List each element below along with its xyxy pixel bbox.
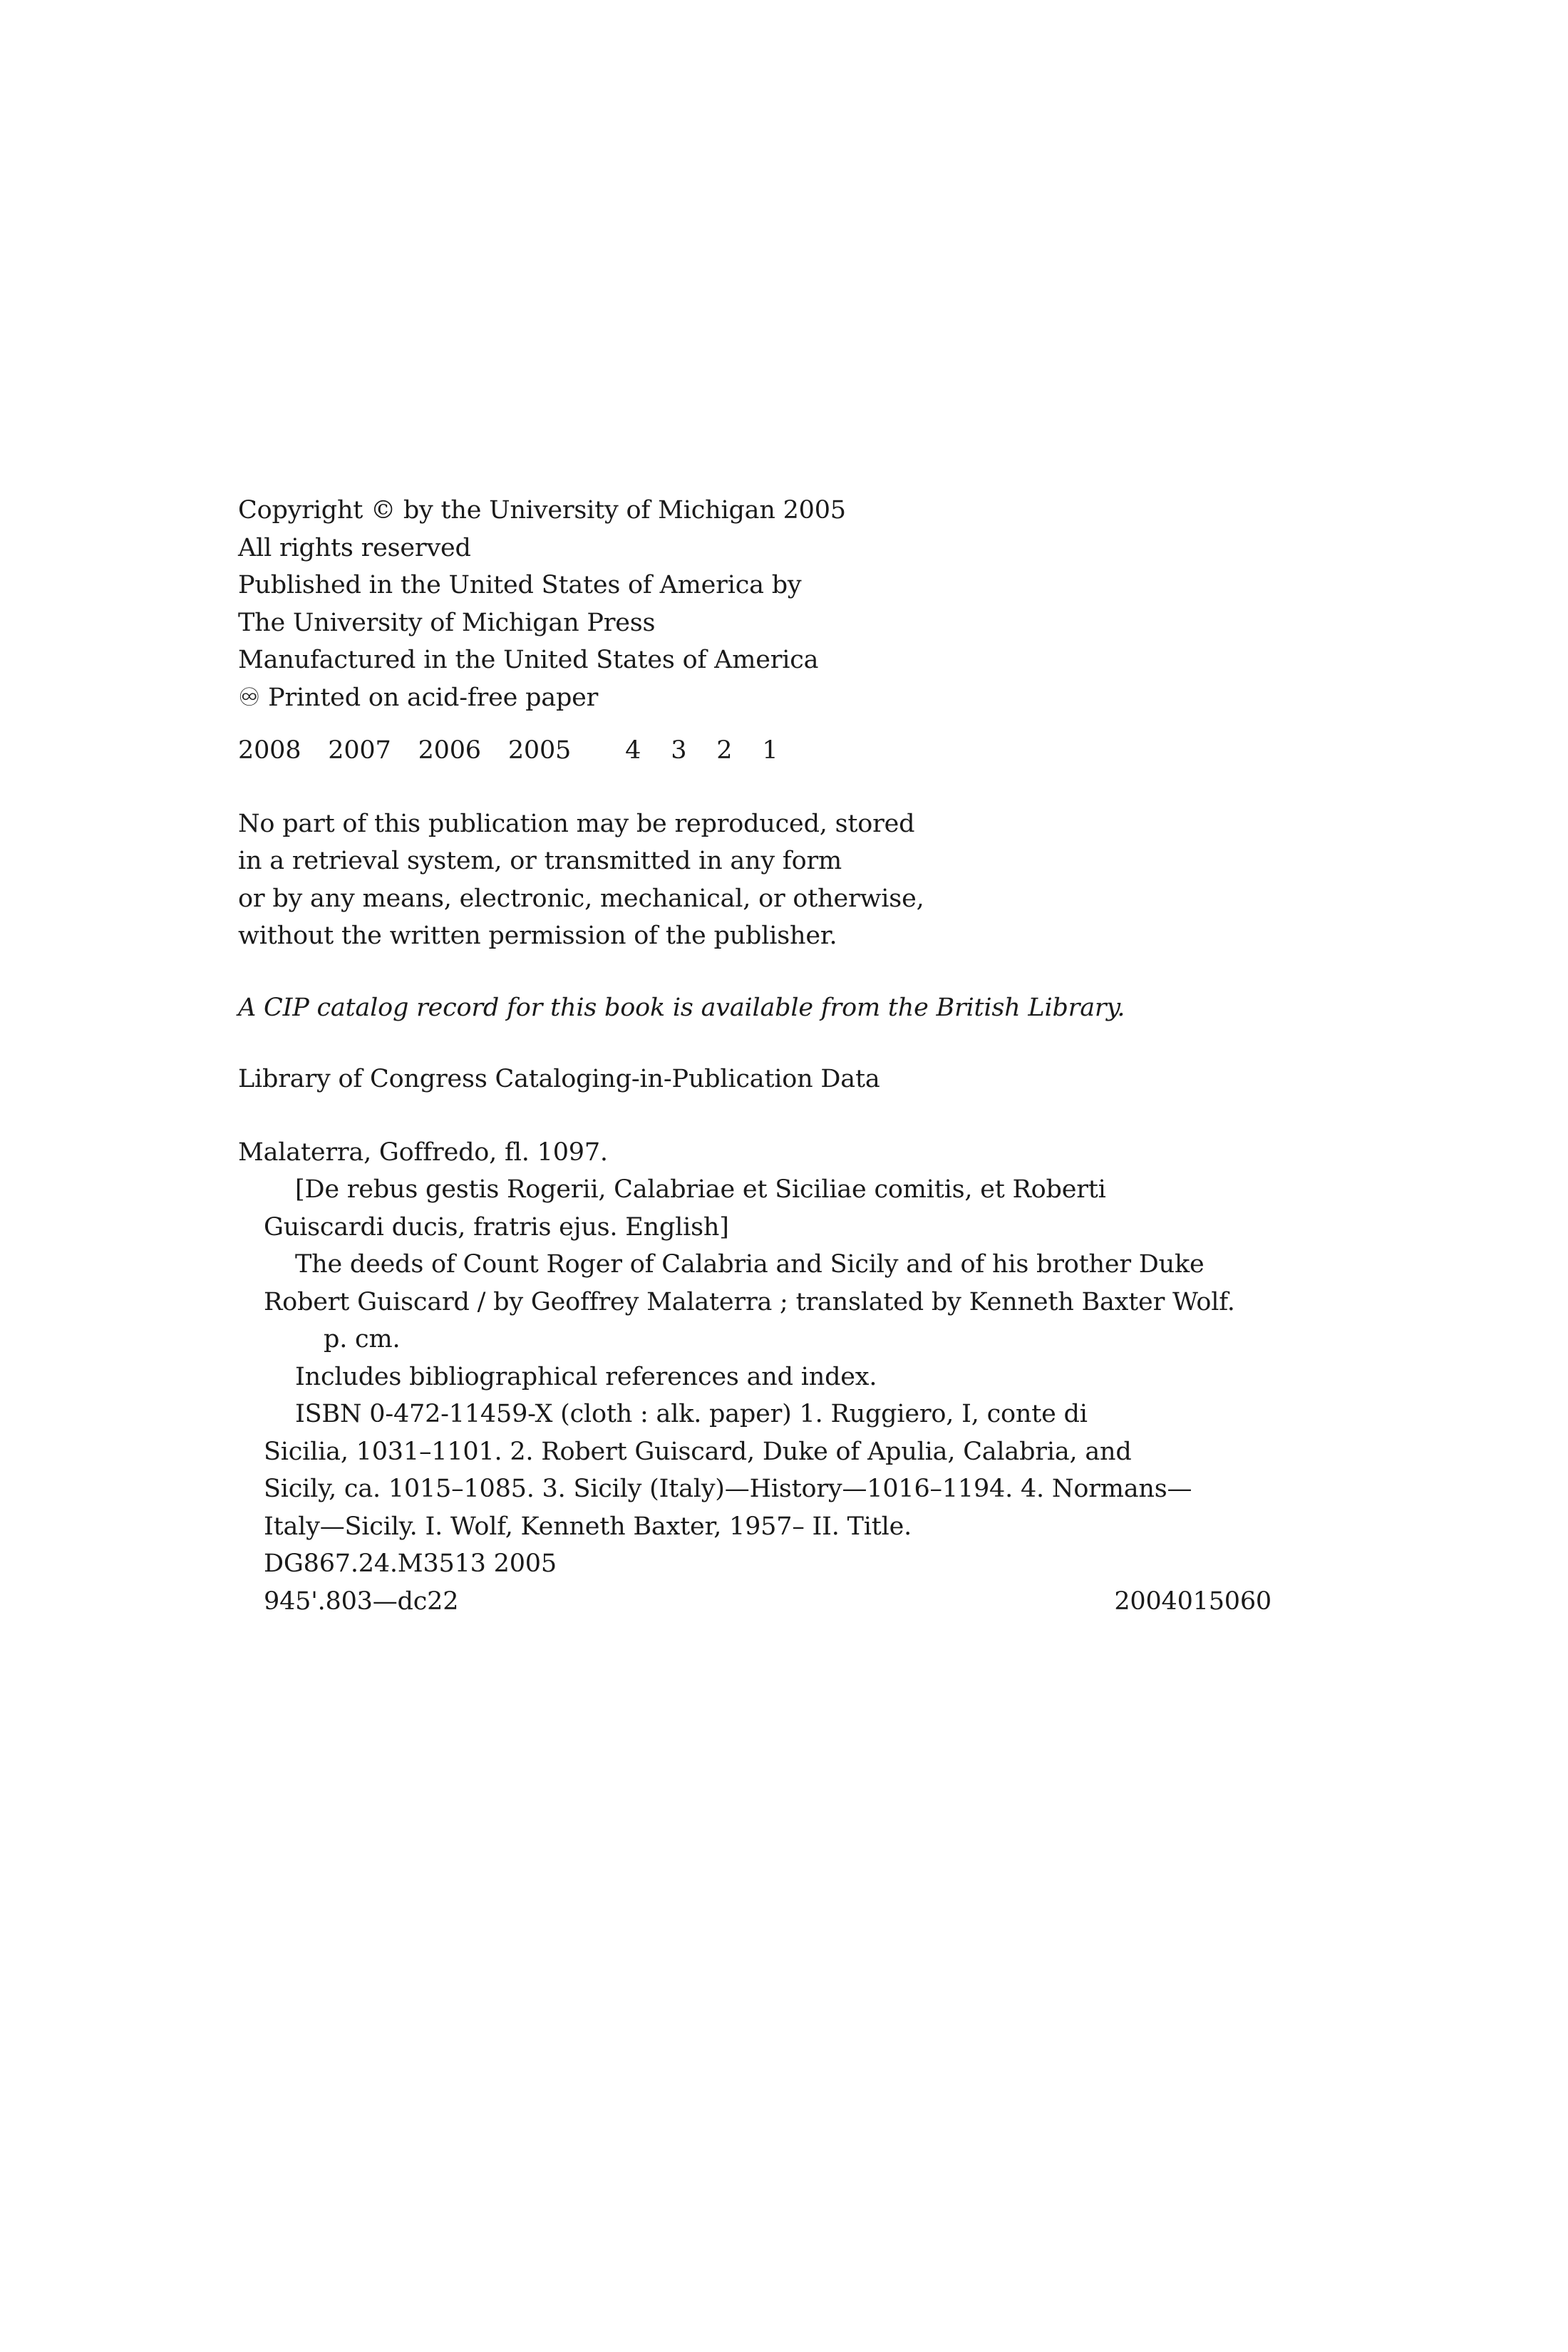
impression-number: 3	[671, 736, 687, 765]
printing-year: 2006	[418, 736, 481, 765]
printing-line	[238, 732, 1272, 770]
impression-number: 2	[716, 736, 733, 765]
rights-block	[238, 805, 1272, 955]
cip-lccn: 2004015060	[1114, 1587, 1272, 1616]
copyright-block	[238, 492, 1272, 716]
cip-isbn: ISBN 0-472-11459-X (cloth : alk. paper) 1. Ruggiero, I, conte di	[295, 1400, 1088, 1428]
published-line: Published in the United States of America by	[238, 571, 802, 599]
printing-gap	[598, 732, 625, 770]
cip-note: A CIP catalog record for this book is available from the British Library.	[238, 993, 1125, 1022]
printing-year: 2008	[238, 736, 301, 765]
manufactured-line: Manufactured in the United States of America	[238, 646, 819, 674]
cip-physical: p. cm.	[324, 1325, 401, 1353]
rights-line: in a retrieval system, or transmitted in any form	[238, 847, 842, 875]
acid-free-line: ♾ Printed on acid-free paper	[238, 683, 599, 712]
cip-uniform-title: [De rebus gestis Rogerii, Calabriae et Siciliae comitis, et Roberti	[295, 1175, 1106, 1204]
cip-subjects: Sicilia, 1031–1101. 2. Robert Guiscard, Duke of Apulia, Calabria, and	[264, 1437, 1132, 1466]
cip-subjects: Sicily, ca. 1015–1085. 3. Sicily (Italy)—History—1016–1194. 4. Normans—	[264, 1475, 1192, 1503]
cip-record	[238, 1134, 1272, 1621]
rights-line: without the written permission of the publisher.	[238, 922, 837, 950]
cip-title: Robert Guiscard / by Geoffrey Malaterra ; translated by Kenneth Baxter Wolf.	[264, 1287, 1235, 1316]
cip-uniform-title: Guiscardi ducis, fratris ejus. English]	[264, 1212, 729, 1242]
loc-heading: Library of Congress Cataloging-in-Publication Data	[238, 1065, 880, 1093]
impression-number: 4	[625, 736, 641, 765]
rights-reserved-line: All rights reserved	[238, 533, 471, 562]
rights-line: or by any means, electronic, mechanical, or otherwise,	[238, 884, 924, 913]
rights-line: No part of this publication may be reproduced, stored	[238, 809, 915, 838]
printing-year: 2005	[507, 736, 572, 765]
copyright-line: Copyright © by the University of Michigan 2005	[238, 496, 846, 525]
cip-notes: Includes bibliographical references and index.	[295, 1362, 877, 1391]
cip-subjects: Italy—Sicily. I. Wolf, Kenneth Baxter, 1957– II. Title.	[264, 1512, 912, 1541]
cip-dewey-row	[238, 1583, 1272, 1621]
printing-year: 2007	[328, 736, 391, 765]
cip-lc-class: DG867.24.M3513 2005	[264, 1549, 557, 1578]
cip-author: Malaterra, Goffredo, fl. 1097.	[238, 1138, 608, 1167]
publisher-line: The University of Michigan Press	[238, 608, 656, 637]
impression-number: 1	[762, 736, 778, 765]
copyright-page	[238, 492, 1272, 1620]
cip-dewey: 945'.803—dc22	[264, 1587, 459, 1616]
cip-title: The deeds of Count Roger of Calabria and Sicily and of his brother Duke	[295, 1250, 1205, 1279]
